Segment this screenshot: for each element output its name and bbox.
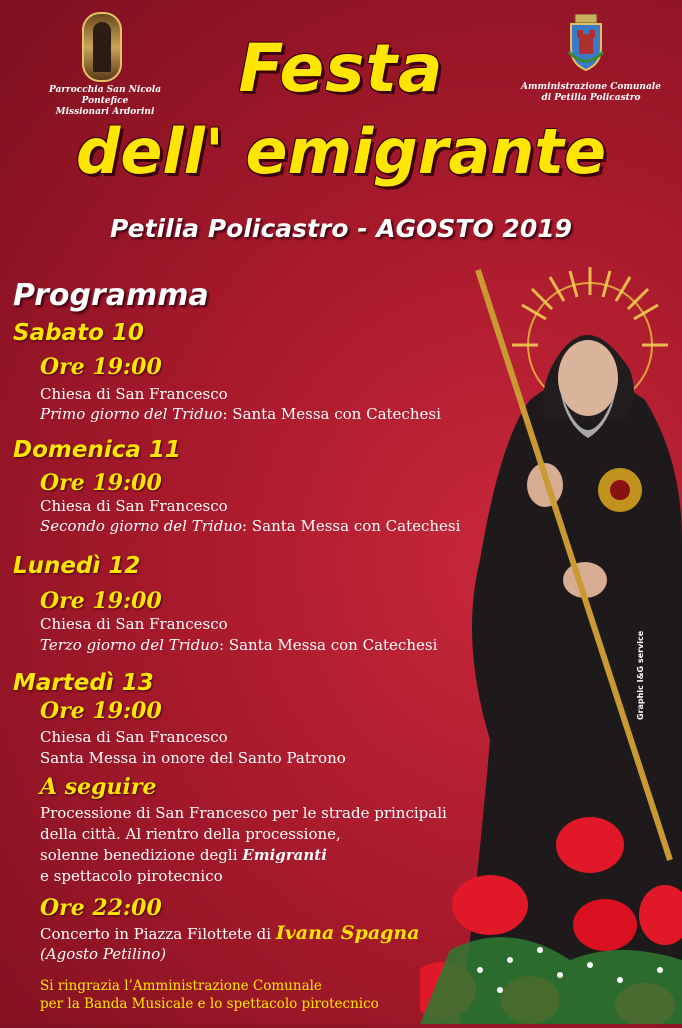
parish-name-line1: Parrocchia San Nicola Pontefice [48,85,162,106]
day-saturday-time: Ore 19:00 [40,354,162,380]
day-monday-place: Chiesa di San Francesco [40,615,228,633]
day-sunday-place: Chiesa di San Francesco [40,497,228,515]
day-saturday-event-rest: : Santa Messa con Catechesi [222,405,441,423]
day-monday-event [40,636,437,654]
day-sunday-event-italic: Secondo giorno del Triduo [40,517,243,535]
thanks-note [40,977,379,1013]
concert-line-pre: Concerto in Piazza Filottete di [40,925,276,943]
concert-note: (Agosto Petilino) [40,945,167,963]
following-line3 [40,846,327,864]
day-tuesday-event: Santa Messa in onore del Santo Patrono [40,749,346,767]
municipality-name-line1: Amministrazione Comunale [521,82,661,92]
concert-time: Ore 22:00 [40,895,162,921]
day-monday-time: Ore 19:00 [40,588,162,614]
day-monday-event-italic: Terzo giorno del Triduo [40,636,219,654]
day-sunday-time: Ore 19:00 [40,470,162,496]
following-line4: e spettacolo pirotecnico [40,867,223,885]
day-saturday: Sabato 10 [13,320,144,346]
concert-artist: Ivana Spagna [275,922,420,944]
day-saturday-event [40,405,441,423]
day-monday: Lunedì 12 [13,553,141,579]
thanks-line2: per la Banda Musicale e lo spettacolo pirotecnico [40,996,379,1012]
day-tuesday-place: Chiesa di San Francesco [40,728,228,746]
following-line3-emigranti: Emigranti [242,846,327,864]
day-monday-event-rest: : Santa Messa con Catechesi [218,636,438,654]
following-line2: della città. Al rientro della processione, [40,825,341,843]
day-sunday: Domenica 11 [13,437,181,463]
day-sunday-event [40,517,460,535]
concert-line [40,922,420,944]
thanks-line1: Si ringrazia l’Amministrazione Comunale [40,978,322,994]
following-line3-pre: solenne benedizione degli [40,846,243,864]
graphic-credit: Graphic I&G service [636,630,645,720]
day-saturday-event-italic: Primo giorno del Triduo [40,405,223,423]
following-label: A seguire [40,774,157,800]
parish-name-line2: Missionari Ardorini [55,107,155,117]
day-sunday-event-rest: : Santa Messa con Catechesi [242,517,461,535]
day-tuesday-time: Ore 19:00 [40,698,162,724]
day-saturday-place: Chiesa di San Francesco [40,385,228,403]
following-line1: Processione di San Francesco per le strade principali [40,804,447,822]
program-heading: Programma [13,278,209,313]
subtitle-place-date: Petilia Policastro - AGOSTO 2019 [110,214,572,243]
municipality-name-line2: di Petilia Policastro [541,93,641,103]
day-tuesday: Martedì 13 [13,670,154,696]
title-emigrante: dell' emigrante [75,115,607,188]
title-festa: Festa [238,30,444,107]
